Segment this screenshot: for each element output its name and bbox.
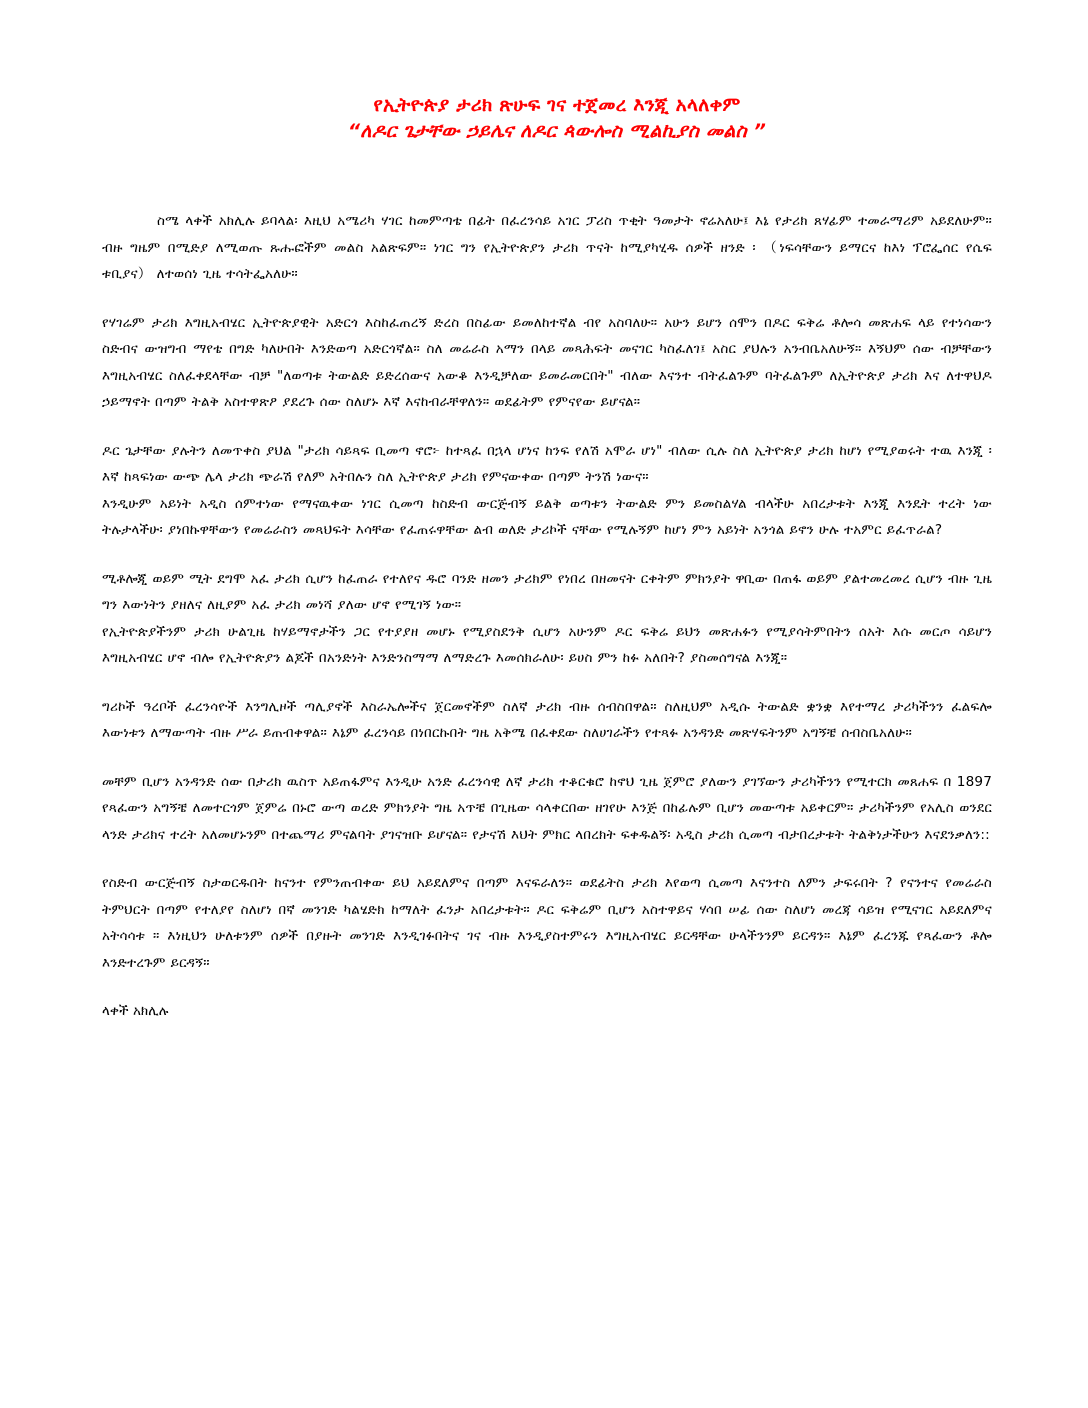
paragraph-country-history: የሃገሬም ታሪክ እግዚአብሄር ኢትዮጵያዊት አድርጎ እስከፈጠረኝ ድረስ በስፊው ይመለከተኛል ብየ አስባለሁ። አሁን ይሆን ሰሞን በዶር ፍቅሬ ቶሎሳ መጽሐፍ ላይ የተነሳውን ስድብና ውዝግብ ማየቴ በግድ ካለሁበት እንድወጣ አድርጎኛል። ስለ መሬራስ አማን በላይ መጻሕፍት መናገር ካስፈለገ፤ አስር ያህሉን አንብቤአለሁኝ። እኝህም ሰው ብቻቸውን እግዚአብሄር ስለፈቀደላቸው ብቻ "ለወጣቱ ትውልድ ይድረሰውና አውቆ እንዲቻለው ይመራመርበት" ብለው እናንተ ብትፈልጉም ባትፈልጉም ለኢትዮጵያ ታሪክ እና ለተዋህዶ ኃይማኖት በጣም ትልቅ አስተዋጽዖ ያደረጉ ሰው ስለሆኑ እኛ እናከብራቸዋለን። ወደፊትም የምናየው ይሆናል። [102, 314, 992, 410]
paragraph-encourage-youth: እንዲሁም አይነት አዲስ ሰምተነው የማናዉቀው ነገር ሲመጣ ከስድብ ውርጅብኝ ይልቅ ወጣቱን ትውልድ ምን ይመስልሃል ብላችሁ አበረታቱት እንጂ እንዴት ተረት ነው ትሉታላችሁ፡ ያነበኩዋቸውን የመሬራስን መጻህፍት እሳቸው የፈጠሩዋቸው ልብ ወለድ ታሪኮች ናቸው የሚሉኝም ከሆነ ምን አይነት አንጎል ይኖን ሁሉ ተአምር ይፈጥራል? [102, 495, 992, 538]
title-block [102, 92, 992, 144]
paragraph-introduction: ስሜ ላቀች አክሊሉ ይባላል፡ እዚህ አሜሪካ ሃገር ከመምጣቴ በፊት በፈረንሳይ አገር ፓሪስ ጥቂት ዓመታት ኖሬአለሁ፤ እኔ የታሪክ ጸሃፊም ተመራማሪም አይደለሁም። ብዙ ግዜም በሚድያ ለሚወጡ ጹሑፎችም መልስ አልጽፍም። ነገር ግን የኢትዮጵያን ታሪክ ጥናት ከሚያካሂዱ ሰዎች ዘንድ ፡ （ነፍሳቸውን ይማርና ከእነ ፕሮፌሰር የሴፍ ቱቢያና） ለተወሰነ ጊዜ ተሳትፌአለሁ። [102, 213, 992, 282]
paragraph-conclusion: የስድብ ውርጅብኝ ስታወርዱበት ከናንተ የምንጠብቀው ይህ አይደለምና በጣም እናፍራለን። ወደፊትስ ታሪክ እየወጣ ሲመጣ እናንተስ ለምን ታፍሩበት ? የናንተና የመሬራስ ትምህርት በጣም የተለያየ ስለሆነ በኛ መንገድ ካልሄድክ ከማለት ፈንታ አበረታቱት። ዶር ፍቅሬም ቢሆን አስተዋይና ሃሳበ ሠፊ ሰው ስለሆነ መረጃ ሳይዝ የሚናገር አይደለምና አትሳሳቱ ። እነዚህን ሁለቱንም ሰዎች በያዙት መንገድ እንዲገፉበትና ገና ብዙ እንዲያስተምሩን እግዚአብሄር ይርዳቸው ሁላችንንም ይርዳን። እኔም ፈረንጁ የጻፈውን ቶሎ እንድተረጉም ይርዳኝ። [102, 875, 992, 971]
document-page [102, 92, 992, 1025]
paragraph-dr-getachew-quote: ዶር ጌታቸው ያሉትን ለመጥቀስ ያህል "ታሪክ ሳይጻፍ ቢመጣ ኖሮ፦ ከተጻፈ በኋላ ሆነና ከንፍ የለሽ አሞራ ሆነ" ብለው ሲሉ ስለ ኢትዮጵያ ታሪክ ከሆነ የሚያወሩት ተዉ እንጂ ፡ እኛ ከጻፍነው ውጭ ሌላ ታሪክ ጭራሽ የለም አትበሉን ስለ ኢትዮጵያ ታሪክ የምናውቀው በጣም ትንሽ ነውና። [102, 442, 992, 485]
paragraph-mythology: ሚቶሎጂ ወይም ሚት ደግሞ አፈ ታሪክ ሲሆን ከፈጠራ የተለየና ዱሮ ባንድ ዘመን ታሪክም የነበረ በዘመናት ርቀትም ምክንያት ዋቢው በጠፋ ወይም ያልተመረመረ ሲሆን ብዙ ጊዜ ግን እውነትን ያዘለና ለዚያም አፈ ታሪክ መነሻ ያለው ሆኖ የሚገኝ ነው። [102, 570, 992, 613]
paragraph-history-and-religion: የኢትዮጵያችንም ታሪክ ሁልጊዜ ከሃይማኖታችን ጋር የተያያዘ መሆኑ የሚያስደንቅ ሲሆን አሁንም ዶር ፍቅሬ ይህን መጽሐፉን የሚያሳትምበትን ሰአት እሱ መርጦ ሳይሆን እግዚአብሄር ሆኖ ብሎ የኢትዮጵያን ልጆች በአንድነት እንድንስማማ ለማድረጉ እመሰክራለሁ፡ ይሀስ ምን ከፉ አለበት? ያስመሰግናል እንጂ። [102, 623, 992, 666]
document-title: የኢትዮጵያ ታሪክ ጽሁፍ ገና ተጀመረ እንጂ አላለቀም [373, 94, 741, 116]
paragraph-french-book: መቸም ቢሆን አንዳንድ ሰው በታሪክ ዉስጥ አይጠፋምና እንዲሁ አንድ ፈረንሳዊ ለኛ ታሪክ ተቆርቁሮ ከኖህ ጊዜ ጀምሮ ያለውን ያገኘውን ታሪካችንን የሚተርክ መጸሐፍ በ 1897 የጻፈውን አግኝቼ ለመተርጎም ጀምሬ በኑሮ ውጣ ወረድ ምክንያት ግዜ አጥቼ በጊዜው ሳላቀርበው ዘገየሁ እንጅ በከፊሉም ቢሆን መውጣቱ አይቀርም። ታሪካችንም የአሊስ ወንደር ላንድ ታሪክና ተረት አለመሆኑንም በተጨማሪ ምናልባት ያገናዝቡ ይሆናል። የታናሽ እህት ምክር ላበረክት ፍቀዱልኝ፡ አዲስ ታሪክ ሲመጣ ብታበረታቱት ትልቅነታችሁን እናደንቃለን:: [102, 773, 992, 843]
document-subtitle: “ለዶር ጌታቸው ኃይሌና ለዶር ጳውሎስ ሚልኪያስ መልስ ” [347, 120, 767, 142]
paragraph-foreign-sources: ግሪኮች ዓረቦች ፈረንሳዮች እንግሊዞች ጣሊያኖች እስራኤሎችና ጀርመኖችም ስለኛ ታሪክ ብዙ ሰብስበዋል። ስለዚህም አዲሱ ትውልድ ቋንቋ እየተማረ ታሪካችንን ፈልፍሎ እውነቱን ለማውጣት ብዙ ሥራ ይጠብቀዋል። እኔም ፈረንሳይ በነበርኩበት ግዜ አቅሜ በፈቀደው ስለሀገራችን የተጻፉ አንዳንድ መጽሃፍትንም አግኝቼ ሰብስቤአለሁ። [102, 698, 992, 741]
author-signature: ላቀች አክሊሉ [102, 1003, 169, 1019]
